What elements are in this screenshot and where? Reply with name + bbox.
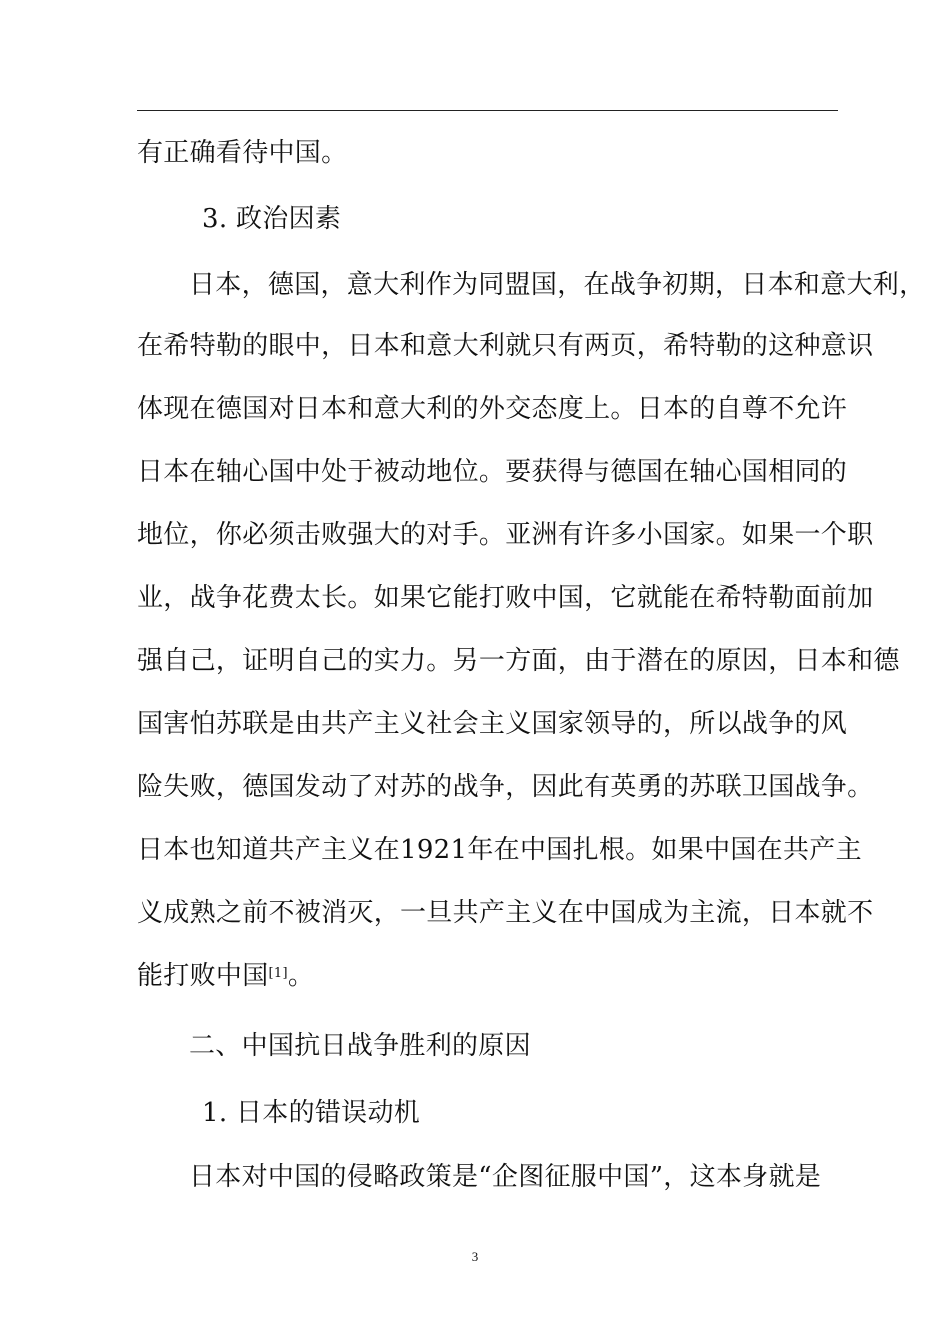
text-line-3: 日本，德国，意大利作为同盟国，在战争初期，日本和意大利， (189, 270, 926, 300)
text-line-14 (137, 960, 842, 992)
text-line-9: 强自己，证明自己的实力。另一方面，由于潜在的原因，日本和德 (137, 646, 900, 676)
text-line-8: 业，战争花费太长。如果它能打败中国，它就能在希特勒面前加 (137, 583, 874, 613)
text-line-14-end: 。 (287, 961, 315, 991)
text-line-14-body: 能打败中国 (137, 961, 269, 991)
section-heading-victory-reasons: 二、中国抗日战争胜利的原因 (189, 1031, 531, 1061)
text-line-4: 在希特勒的眼中，日本和意大利就只有两页，希特勒的这种意识 (137, 331, 874, 361)
section-heading-political-factors: 3. 政治因素 (202, 204, 342, 234)
text-line-13: 义成熟之前不被消灭，一旦共产主义在中国成为主流，日本就不 (137, 898, 874, 928)
text-line-10: 国害怕苏联是由共产主义社会主义国家领导的，所以战争的风 (137, 709, 848, 739)
text-line-5: 体现在德国对日本和意大利的外交态度上。日本的自尊不允许 (137, 394, 848, 424)
text-line-1: 有正确看待中国。 (137, 138, 348, 168)
text-line-7: 地位，你必须击败强大的对手。亚洲有许多小国家。如果一个职 (137, 520, 874, 550)
text-line-12: 日本也知道共产主义在1921年在中国扎根。如果中国在共产主 (137, 835, 862, 865)
citation-marker: [1] (268, 966, 288, 981)
subsection-heading-japan-motive: 1. 日本的错误动机 (202, 1098, 421, 1128)
page-number: 3 (471, 1249, 479, 1264)
text-line-11: 险失败，德国发动了对苏的战争，因此有英勇的苏联卫国战争。 (137, 772, 874, 802)
text-line-17: 日本对中国的侵略政策是“企图征服中国”，这本身就是 (189, 1162, 822, 1192)
text-line-6: 日本在轴心国中处于被动地位。要获得与德国在轴心国相同的 (137, 457, 848, 487)
header-rule (137, 110, 838, 111)
